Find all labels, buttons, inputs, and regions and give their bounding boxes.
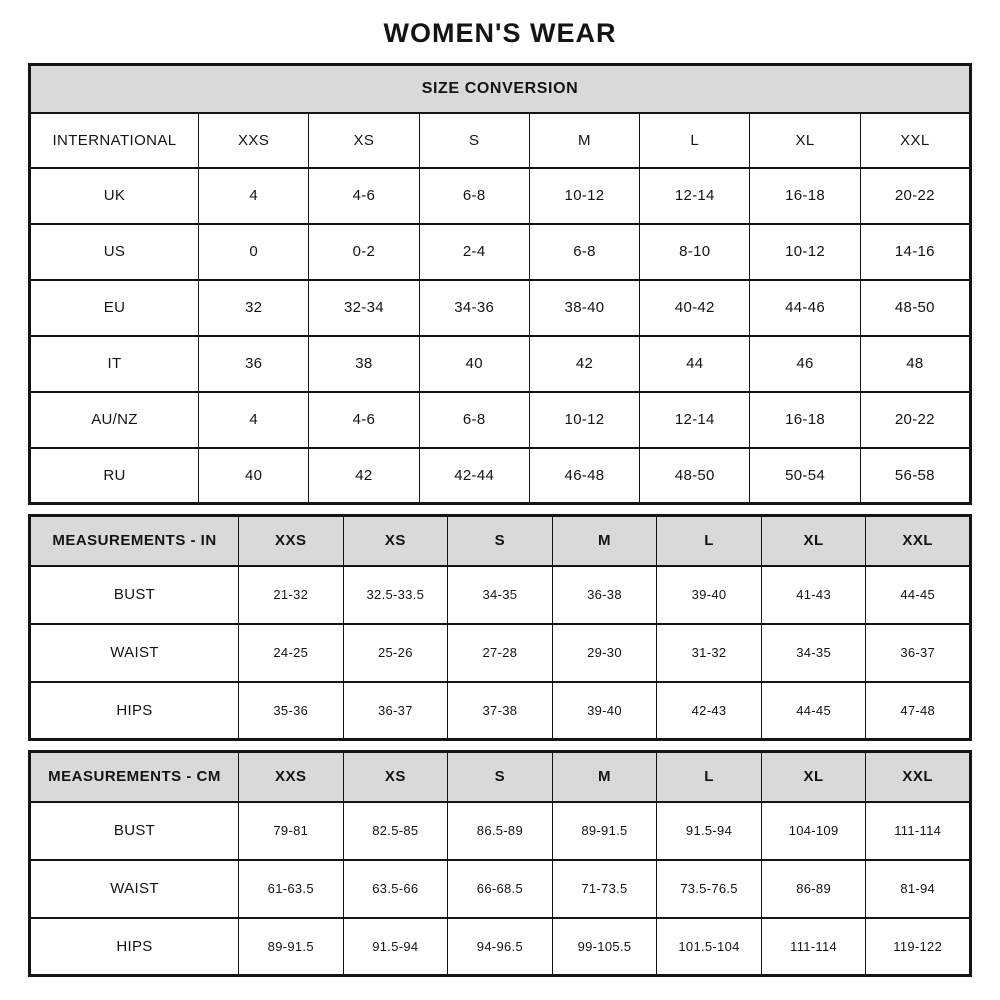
table-cell: 101.5-104 (657, 918, 762, 976)
column-header: INTERNATIONAL (30, 113, 199, 168)
table-cell: 48-50 (860, 280, 970, 336)
table-cell: 42-43 (657, 682, 762, 740)
table-cell: 32.5-33.5 (343, 566, 448, 624)
table-row (30, 918, 971, 976)
table-cell: 0 (199, 224, 309, 280)
table-cell: 24-25 (239, 624, 344, 682)
table-row (30, 224, 971, 280)
table-cell: 2-4 (419, 224, 529, 280)
table-cell: 36-38 (552, 566, 657, 624)
table-cell: 86.5-89 (448, 802, 553, 860)
table-cell: 44 (640, 336, 750, 392)
table-cell: 89-91.5 (552, 802, 657, 860)
table-title: MEASUREMENTS - CM (30, 752, 239, 802)
table-cell: 10-12 (750, 224, 860, 280)
table-row (30, 168, 971, 224)
column-header: XS (343, 516, 448, 566)
column-header: XXL (866, 516, 971, 566)
table-cell: 41-43 (761, 566, 866, 624)
table-cell: 40-42 (640, 280, 750, 336)
table-cell: 91.5-94 (657, 802, 762, 860)
table-cell: 47-48 (866, 682, 971, 740)
table-cell: 39-40 (657, 566, 762, 624)
table-cell: 32 (199, 280, 309, 336)
table-cell: 10-12 (529, 168, 639, 224)
table-cell: 34-35 (761, 624, 866, 682)
table-cell: 44-45 (761, 682, 866, 740)
table-cell: 63.5-66 (343, 860, 448, 918)
row-label: AU/NZ (30, 392, 199, 448)
table-cell: 25-26 (343, 624, 448, 682)
table-cell: 119-122 (866, 918, 971, 976)
table-cell: 34-35 (448, 566, 553, 624)
row-label: US (30, 224, 199, 280)
table-cell: 35-36 (239, 682, 344, 740)
table-cell: 46 (750, 336, 860, 392)
measurements-cm-table (28, 750, 972, 977)
row-label: EU (30, 280, 199, 336)
column-header-row (30, 516, 971, 566)
column-header: XL (750, 113, 860, 168)
table-cell: 4 (199, 168, 309, 224)
table-cell: 39-40 (552, 682, 657, 740)
table-cell: 61-63.5 (239, 860, 344, 918)
table-cell: 94-96.5 (448, 918, 553, 976)
column-header: L (657, 516, 762, 566)
measurements-in-table (28, 514, 972, 741)
table-row (30, 566, 971, 624)
table-cell: 38-40 (529, 280, 639, 336)
table-cell: 4-6 (309, 168, 419, 224)
row-label: RU (30, 448, 199, 504)
column-header: S (448, 752, 553, 802)
row-label: IT (30, 336, 199, 392)
table-cell: 6-8 (529, 224, 639, 280)
table-cell: 42 (309, 448, 419, 504)
table-cell: 40 (199, 448, 309, 504)
table-cell: 20-22 (860, 168, 970, 224)
column-header: S (419, 113, 529, 168)
column-header: XL (761, 752, 866, 802)
column-header: L (657, 752, 762, 802)
table-cell: 21-32 (239, 566, 344, 624)
column-header: M (552, 516, 657, 566)
table-cell: 89-91.5 (239, 918, 344, 976)
column-header-row (30, 113, 971, 168)
row-label: WAIST (30, 624, 239, 682)
column-header-row (30, 752, 971, 802)
table-cell: 81-94 (866, 860, 971, 918)
column-header: XXS (199, 113, 309, 168)
table-row (30, 448, 971, 504)
table-cell: 6-8 (419, 392, 529, 448)
table-cell: 86-89 (761, 860, 866, 918)
table-cell: 16-18 (750, 392, 860, 448)
table-cell: 6-8 (419, 168, 529, 224)
table-cell: 27-28 (448, 624, 553, 682)
table-cell: 44-45 (866, 566, 971, 624)
row-label: UK (30, 168, 199, 224)
row-label: BUST (30, 802, 239, 860)
table-row (30, 280, 971, 336)
table-cell: 66-68.5 (448, 860, 553, 918)
table-cell: 71-73.5 (552, 860, 657, 918)
table-cell: 82.5-85 (343, 802, 448, 860)
table-cell: 111-114 (761, 918, 866, 976)
table-title-row (30, 65, 971, 113)
table-cell: 12-14 (640, 168, 750, 224)
row-label: BUST (30, 566, 239, 624)
table-row (30, 336, 971, 392)
table-cell: 29-30 (552, 624, 657, 682)
table-row (30, 860, 971, 918)
table-cell: 16-18 (750, 168, 860, 224)
table-cell: 46-48 (529, 448, 639, 504)
size-conversion-title: SIZE CONVERSION (30, 65, 971, 113)
table-cell: 91.5-94 (343, 918, 448, 976)
table-cell: 79-81 (239, 802, 344, 860)
column-header: M (529, 113, 639, 168)
table-cell: 73.5-76.5 (657, 860, 762, 918)
table-cell: 37-38 (448, 682, 553, 740)
table-cell: 48-50 (640, 448, 750, 504)
table-cell: 38 (309, 336, 419, 392)
table-cell: 44-46 (750, 280, 860, 336)
table-cell: 99-105.5 (552, 918, 657, 976)
table-cell: 12-14 (640, 392, 750, 448)
table-cell: 4 (199, 392, 309, 448)
table-cell: 20-22 (860, 392, 970, 448)
table-cell: 104-109 (761, 802, 866, 860)
page-title: WOMEN'S WEAR (383, 18, 617, 48)
table-cell: 36-37 (866, 624, 971, 682)
table-title: MEASUREMENTS - IN (30, 516, 239, 566)
column-header: XS (309, 113, 419, 168)
table-cell: 48 (860, 336, 970, 392)
table-cell: 10-12 (529, 392, 639, 448)
table-cell: 0-2 (309, 224, 419, 280)
table-row (30, 392, 971, 448)
row-label: WAIST (30, 860, 239, 918)
table-cell: 4-6 (309, 392, 419, 448)
table-cell: 34-36 (419, 280, 529, 336)
column-header: XL (761, 516, 866, 566)
table-cell: 14-16 (860, 224, 970, 280)
column-header: M (552, 752, 657, 802)
row-label: HIPS (30, 682, 239, 740)
table-cell: 42-44 (419, 448, 529, 504)
table-cell: 42 (529, 336, 639, 392)
table-cell: 40 (419, 336, 529, 392)
column-header: XXS (239, 752, 344, 802)
row-label: HIPS (30, 918, 239, 976)
table-cell: 36 (199, 336, 309, 392)
table-cell: 8-10 (640, 224, 750, 280)
column-header: XXS (239, 516, 344, 566)
table-cell: 111-114 (866, 802, 971, 860)
column-header: XS (343, 752, 448, 802)
table-cell: 56-58 (860, 448, 970, 504)
column-header: XXL (866, 752, 971, 802)
column-header: L (640, 113, 750, 168)
size-conversion-table (28, 63, 972, 505)
table-row (30, 802, 971, 860)
table-cell: 36-37 (343, 682, 448, 740)
table-cell: 31-32 (657, 624, 762, 682)
table-row (30, 624, 971, 682)
table-cell: 32-34 (309, 280, 419, 336)
table-cell: 50-54 (750, 448, 860, 504)
table-row (30, 682, 971, 740)
column-header: XXL (860, 113, 970, 168)
column-header: S (448, 516, 553, 566)
